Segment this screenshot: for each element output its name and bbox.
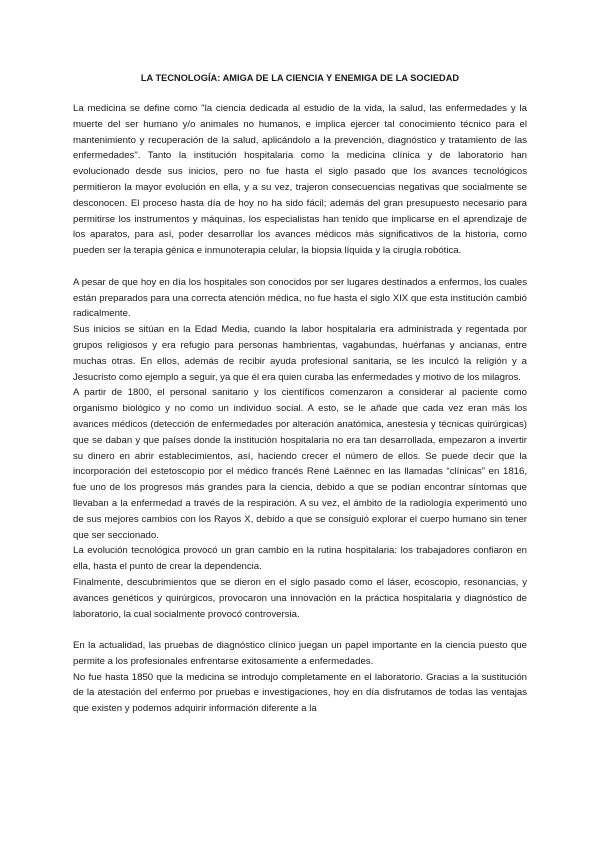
paragraph-middle-ages: Sus inicios se sitúan en la Edad Media, cuando la labor hospitalaria era administrada y regentada por grupos religiosos y era refugio para personas hambrientas, vagabundas, huérfanas y ancianas, entre muchas otras. En ellos, además de recibir ayuda profesional sanitaria, se les inculcó la religión y a Jesucristo como ejemplo a seguir, ya que él era quien curaba las enfermedades y motivo de los milagros. [73,324,527,383]
paragraph-1800: A partir de 1800, el personal sanitario y los científicos comenzaron a considerar al paciente como organismo biológico y no como un individuo social. A esto, se le añade que cada vez eran más los avances médicos (detección de enfermedades por alteración anatómica, anestesia y técnicas quirúrgicas) que se daban y que países donde la institución hospitalaria no era tan desarrollada, empezaron a invertir su dinero en abrir establecimientos, así, haciendo crecer el número de ellos. Se puede decir que la incorporación del estetoscopio por el médico francés René Laënnec en las llamadas “clínicas” en 1816, fue uno de los progresos más grandes para la ciencia, debido a que se podían encontrar síntomas que llevaban a la enfermedad a través de la respiración. A su vez, el ámbito de la radiología experimentó uno de sus mejores cambios con los Rayos X, debido a que se consiguió explorar el cuerpo humano sin tener que ser seccionado. [73,387,527,541]
paragraph-medicine-definition: La medicina se define como "la ciencia dedicada al estudio de la vida, la salud, las enfermedades y la muerte del ser humano y/o animales no humanos, e implica ejercer tal conocimiento técnico para el mantenimiento y recuperación de la salud, aplicándolo a la prevención, diagnóstico y tratamiento de las enfermedades". Tanto la institución hospitalaria como la medicina clínica y de laboratorio han evolucionado desde sus inicios, pero no fue hasta el siglo pasado que los avances tecnológicos permitieron la mayor evolución en ella, y a su vez, trajeron consecuencias negativas que socialmente se desconocen. El proceso hasta día de hoy no ha sido fácil; además del gran presupuesto necesario para permitirse los instrumentos y máquinas, los especialistas han tenido que implicarse en el aprendizaje de los aparatos, para así, poder desarrollar los avances médicos más significativos de la historia, como pueden ser la terapia génica e inmunoterapia celular, la biopsia líquida y la cirugía robótica. [73,103,527,257]
paragraph-hospitals-today: A pesar de que hoy en día los hospitales son conocidos por ser lugares destinados a enfermos, los cuales están preparados para una correcta atención médica, no fue hasta el siglo XIX que esta institución cambió radicalmente. [73,276,527,320]
paragraph-finally: Finalmente, descubrimientos que se dieron en el siglo pasado como el láser, ecoscopio, resonancias, y avances genéticos y quirúrgicos, provocaron una innovación en la práctica hospitalaria y diagnóstico de laboratorio, la cual socialmente provocó controversia. [73,576,527,620]
paragraph-tech-evolution: La evolución tecnológica provocó un gran cambio en la rutina hospitalaria: los trabajadores confiaron en ella, hasta el punto de crear la dependencia. [73,545,527,573]
paragraph-gap [73,622,527,638]
document-title: LA TECNOLOGÍA: AMIGA DE LA CIENCIA Y ENEMIGA DE LA SOCIEDAD [140,73,460,83]
paragraph-1850-laboratory: No fue hasta 1850 que la medicina se introdujo completamente en el laboratorio. Gracias a la sustitución de la atestación del enfermo por pruebas e investigaciones, hoy en día disfrutamos de todas las ventajas que existen y podemos adquirir información diferente a la [73,671,527,715]
paragraph-gap [73,259,527,275]
paragraph-current-diagnostics: En la actualidad, las pruebas de diagnóstico clínico juegan un papel importante en la ciencia puesto que permite a los profesionales enfrentarse exitosamente a enfermedades. [73,640,527,667]
